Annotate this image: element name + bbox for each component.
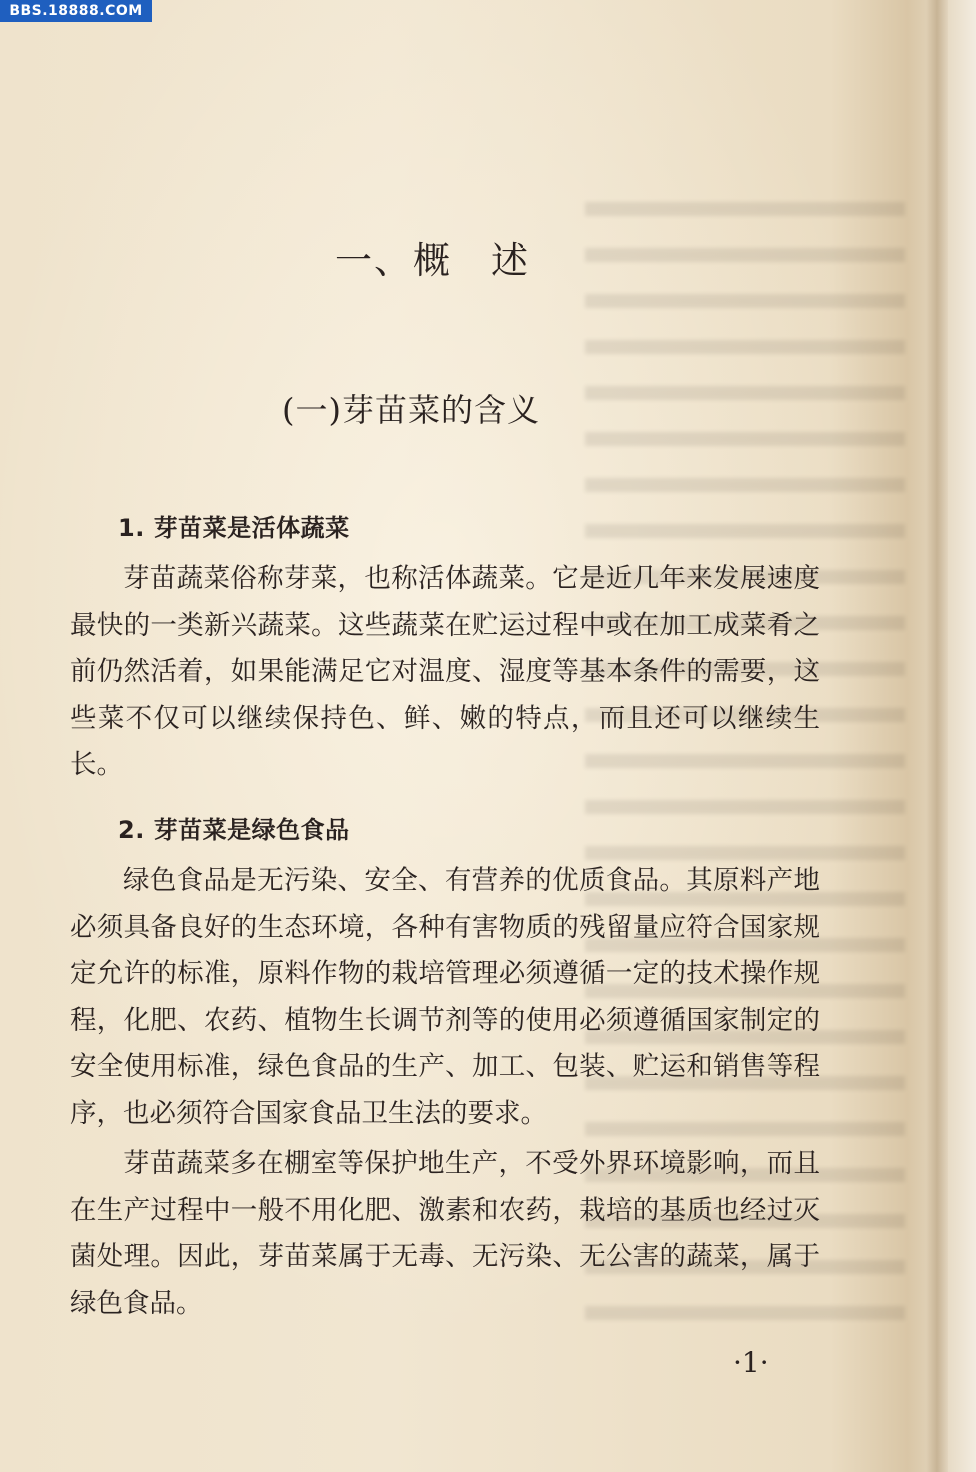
paragraph-sprouts-are-green-food: 芽苗蔬菜多在棚室等保护地生产，不受外界环境影响，而且在生产过程中一般不用化肥、激素和农药，栽培的基质也经过灭菌处理。因此，芽苗菜属于无毒、无污染、无公害的蔬菜，属于绿色食品。 — [70, 1148, 820, 1319]
subsection-heading-1: 1. 芽苗菜是活体蔬菜 — [118, 514, 350, 542]
section-title: (一)芽苗菜的含义 — [282, 391, 540, 429]
paragraph-living-vegetables: 芽苗蔬菜俗称芽菜，也称活体蔬菜。它是近几年来发展速度最快的一类新兴蔬菜。这些蔬菜在贮运过程中或在加工成菜肴之前仍然活着，如果能满足它对温度、湿度等基本条件的需要，这些菜不仅可以继续保持色、鲜、嫩的特点，而且还可以继续生长。 — [70, 563, 820, 780]
paragraph-green-food-definition: 绿色食品是无污染、安全、有营养的优质食品。其原料产地必须具备良好的生态环境，各种有害物质的残留量应符合国家规定允许的标准，原料作物的栽培管理必须遵循一定的技术操作规程，化肥、农药、植物生长调节剂等的使用必须遵循国家制定的安全使用标准，绿色食品的生产、加工、包装、贮运和销售等程序，也必须符合国家食品卫生法的要求。 — [70, 865, 820, 1129]
chapter-title: 一、概 述 — [335, 239, 530, 282]
subsection-heading-2: 2. 芽苗菜是绿色食品 — [118, 816, 350, 844]
watermark-badge: BBS.18888.COM — [0, 0, 152, 22]
page-number: ·1· — [733, 1346, 769, 1379]
page-edge-shadow — [926, 0, 948, 1472]
